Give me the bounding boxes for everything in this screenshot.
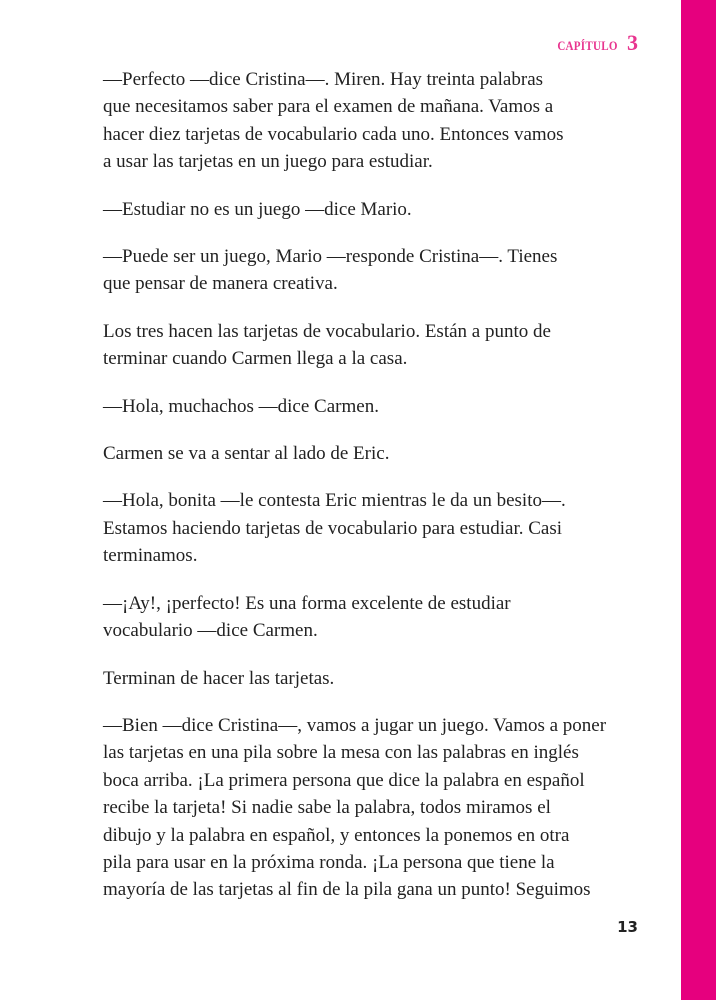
paragraph [103, 590, 673, 645]
paragraph [103, 318, 673, 373]
text-line: que pensar de manera creativa. [103, 273, 338, 295]
text-line: mayoría de las tarjetas al fin de la pila gana un punto! Seguimos [103, 879, 591, 901]
paragraph [103, 393, 673, 420]
paragraph [103, 487, 673, 569]
text-line: terminar cuando Carmen llega a la casa. [103, 348, 408, 370]
text-line: las tarjetas en una pila sobre la mesa con las palabras en inglés [103, 742, 579, 764]
text-line: Terminan de hacer las tarjetas. [103, 667, 335, 689]
paragraph [103, 665, 673, 692]
text-line: —Puede ser un juego, Mario —responde Cristina—. Tienes [103, 246, 558, 268]
text-line: terminamos. [103, 545, 198, 567]
text-line: —Perfecto —dice Cristina—. Miren. Hay treinta palabras [103, 69, 544, 90]
text-line: —Hola, muchachos —dice Carmen. [103, 395, 379, 417]
text-line: Estamos haciendo tarjetas de vocabulario para estudiar. Casi [103, 517, 563, 539]
paragraph [103, 712, 673, 904]
text-line: Los tres hacen las tarjetas de vocabulario. Están a punto de [103, 320, 551, 342]
paragraph [103, 440, 673, 467]
paragraph [103, 66, 673, 176]
page-edge-accent-bar [681, 0, 716, 1000]
text-line: —¡Ay!, ¡perfecto! Es una forma excelente de estudiar [103, 592, 511, 614]
text-line: —Estudiar no es un juego —dice Mario. [103, 198, 412, 220]
paragraph [103, 243, 673, 298]
text-line: pila para usar en la próxima ronda. ¡La persona que tiene la [103, 851, 555, 873]
text-line: —Hola, bonita —le contesta Eric mientras le da un besito—. [103, 490, 566, 512]
text-line: que necesitamos saber para el examen de mañana. Vamos a [103, 96, 554, 118]
text-line: hacer diez tarjetas de vocabulario cada uno. Entonces vamos [103, 123, 564, 145]
text-line: Carmen se va a sentar al lado de Eric. [103, 443, 390, 465]
text-line: —Bien —dice Cristina—, vamos a jugar un juego. Vamos a poner [103, 714, 607, 736]
text-line: vocabulario —dice Carmen. [103, 620, 318, 642]
body-text [103, 66, 673, 924]
paragraph [103, 196, 673, 223]
page-number: 13 [617, 918, 638, 936]
chapter-header [552, 30, 638, 56]
text-line: recibe la tarjeta! Si nadie sabe la palabra, todos miramos el [103, 797, 551, 819]
chapter-label: CAPÍTULO [557, 38, 618, 53]
text-line: a usar las tarjetas en un juego para estudiar. [103, 151, 433, 173]
text-line: boca arriba. ¡La primera persona que dice la palabra en español [103, 769, 585, 791]
chapter-number: 3 [627, 30, 638, 55]
text-line: dibujo y la palabra en español, y entonces la ponemos en otra [103, 824, 570, 846]
